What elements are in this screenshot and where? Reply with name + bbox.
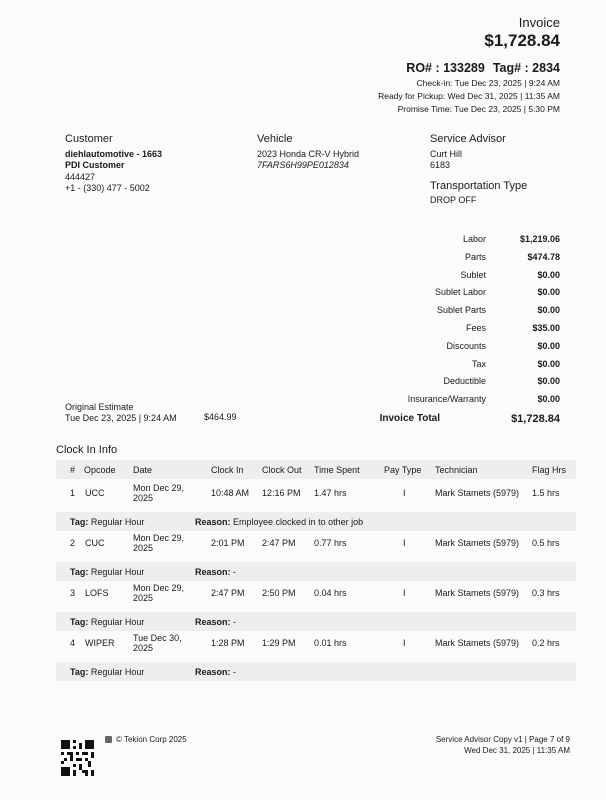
row-time-spent: 0.01 hrs	[314, 638, 347, 648]
col-time-spent: Time Spent	[314, 465, 360, 475]
clock-table-header	[56, 460, 576, 479]
row-date	[133, 633, 182, 653]
reason-field	[195, 517, 363, 527]
vehicle-model: 2023 Honda CR-V Hybrid	[257, 148, 360, 159]
charge-row	[320, 302, 560, 320]
row-date-line1: Mon Dec 29,	[133, 483, 185, 493]
row-opcode: LOFS	[85, 588, 109, 598]
charge-label: Labor	[462, 234, 486, 244]
col-flag-hrs: Flag Hrs	[532, 465, 567, 475]
reason-value: -	[233, 667, 237, 677]
row-clock-out: 2:47 PM	[262, 538, 296, 548]
tag-value: Regular Hour	[90, 567, 145, 577]
row-technician: Mark Stamets (5979)	[435, 538, 520, 548]
charge-value: $0.00	[537, 305, 560, 316]
invoice-header	[378, 15, 560, 116]
charge-label: Deductible	[443, 376, 486, 387]
customer-type: PDI Customer	[65, 160, 125, 170]
col-pay-type: Pay Type	[384, 465, 422, 475]
vehicle-block	[257, 134, 359, 172]
row-date-line2: 2025	[133, 493, 154, 503]
row-opcode: CUC	[85, 538, 105, 548]
original-estimate	[65, 402, 177, 423]
row-date-line2: 2025	[133, 543, 154, 553]
reason-label: Reason:	[195, 517, 231, 527]
col-clock-out: Clock Out	[262, 465, 302, 475]
clock-row	[56, 581, 576, 631]
row-num: 3	[70, 588, 76, 598]
tag-reason-row	[56, 662, 576, 681]
tag-field	[70, 517, 144, 527]
row-clock-out: 12:16 PM	[262, 488, 301, 498]
row-opcode: WIPER	[85, 638, 115, 648]
charge-value: $0.00	[537, 376, 560, 387]
charge-value: $474.78	[527, 251, 560, 262]
charge-label: Insurance/Warranty	[407, 394, 486, 405]
row-flag-hrs: 1.5 hrs	[532, 488, 560, 498]
row-num: 4	[70, 638, 76, 648]
ro-tag-line	[378, 61, 560, 75]
charge-label: Sublet Parts	[436, 305, 486, 316]
clock-row	[56, 531, 576, 581]
col-opcode: Opcode	[84, 465, 116, 475]
customer-number: 444427	[65, 171, 96, 182]
clock-in-info-title: Clock In Info	[56, 444, 118, 456]
charge-label: Tax	[471, 358, 486, 369]
row-clock-out: 1:29 PM	[262, 638, 296, 648]
customer-block	[65, 134, 162, 195]
advisor-name: Curt Hill	[430, 148, 463, 159]
ready-for-pickup-time: Ready for Pickup: Wed Dec 31, 2025 | 11:35 AM	[378, 91, 560, 101]
row-technician: Mark Stamets (5979)	[435, 588, 520, 598]
customer-phone: +1 - (330) 477 - 5002	[65, 183, 150, 193]
tag-field	[70, 567, 144, 577]
copy-page-text: Service Advisor Copy v1 | Page 7 of 9	[435, 735, 570, 744]
advisor-heading: Service Advisor	[430, 133, 506, 145]
row-technician: Mark Stamets (5979)	[435, 488, 520, 498]
invoice-total-label: Invoice Total	[379, 412, 440, 424]
charge-value: $0.00	[537, 394, 560, 405]
row-pay-type: I	[403, 488, 406, 498]
clock-row	[56, 481, 576, 531]
charge-value: $0.00	[537, 269, 560, 280]
reason-field	[195, 667, 236, 677]
col-date: Date	[133, 465, 153, 475]
tag-reason-row	[56, 512, 576, 531]
row-pay-type: I	[403, 588, 406, 598]
row-clock-in: 10:48 AM	[211, 488, 250, 498]
tag-label: Tag:	[70, 617, 89, 627]
reason-label: Reason:	[195, 617, 231, 627]
charge-value: $35.00	[532, 322, 560, 333]
reason-value: -	[233, 567, 237, 577]
charge-value: $0.00	[537, 287, 560, 298]
reason-field	[195, 567, 236, 577]
tag-value: Regular Hour	[90, 667, 145, 677]
tag-reason-row	[56, 562, 576, 581]
charge-row	[320, 373, 560, 391]
col-num: #	[70, 465, 76, 475]
charge-row	[320, 267, 560, 285]
row-date	[133, 533, 184, 553]
charge-row	[320, 284, 560, 302]
footer-copyright	[105, 735, 187, 744]
copyright-text: © Tekion Corp 2025	[116, 735, 187, 744]
tag-label: Tag:	[70, 517, 89, 527]
row-date-line1: Mon Dec 29,	[133, 533, 185, 543]
estimate-label: Original Estimate	[65, 402, 134, 412]
charge-value: $1,219.06	[519, 234, 560, 244]
row-flag-hrs: 0.5 hrs	[532, 538, 560, 548]
charge-row	[320, 320, 560, 338]
tekion-logo-icon	[105, 736, 112, 743]
invoice-total-value: $1,728.84	[511, 412, 560, 425]
charge-label: Parts	[464, 251, 486, 262]
row-date-line1: Mon Dec 29,	[133, 583, 185, 593]
footer-page-info	[436, 735, 570, 756]
row-date-line1: Tue Dec 30,	[133, 633, 182, 643]
customer-name: diehlautomotive - 1663	[65, 148, 163, 159]
estimate-date: Tue Dec 23, 2025 | 9:24 AM	[65, 412, 177, 423]
reason-field	[195, 617, 236, 627]
row-date	[133, 583, 184, 603]
advisor-id: 6183	[430, 160, 451, 170]
charge-label: Sublet	[460, 269, 486, 280]
row-date-line2: 2025	[133, 643, 154, 653]
tag-reason-row	[56, 612, 576, 631]
estimate-amount: $464.99	[204, 412, 237, 422]
charge-row	[320, 391, 560, 409]
charge-row	[320, 356, 560, 374]
charge-row	[320, 231, 560, 249]
reason-label: Reason:	[195, 567, 231, 577]
charge-value: $0.00	[537, 358, 560, 369]
charge-value: $0.00	[537, 340, 560, 351]
charge-list	[320, 231, 560, 409]
vehicle-vin: 7FARS6H99PE012834	[257, 160, 349, 170]
transportation-heading: Transportation Type	[430, 179, 528, 192]
qr-code-icon	[61, 740, 94, 776]
row-time-spent: 0.77 hrs	[314, 538, 347, 548]
printed-date: Wed Dec 31, 2025 | 11:35 AM	[464, 745, 570, 755]
row-clock-in: 1:28 PM	[211, 638, 245, 648]
reason-value: -	[233, 617, 237, 627]
charge-label: Discounts	[446, 340, 486, 351]
transportation-type: DROP OFF	[430, 195, 477, 205]
tag-field	[70, 667, 144, 677]
tag-label: Tag:	[70, 567, 89, 577]
tag-number: Tag# : 2834	[492, 61, 560, 75]
ro-number: RO# : 133289	[406, 61, 485, 75]
vehicle-heading: Vehicle	[257, 133, 293, 145]
row-opcode: UCC	[85, 488, 105, 498]
charge-label: Fees	[465, 322, 486, 333]
row-num: 1	[70, 488, 76, 498]
row-flag-hrs: 0.3 hrs	[532, 588, 560, 598]
tag-value: Regular Hour	[90, 517, 145, 527]
charge-label: Sublet Labor	[434, 287, 486, 298]
row-clock-out: 2:50 PM	[262, 588, 296, 598]
row-clock-in: 2:01 PM	[211, 538, 245, 548]
service-advisor-block	[430, 134, 527, 207]
charge-row	[320, 338, 560, 356]
row-num: 2	[70, 538, 76, 548]
row-pay-type: I	[403, 538, 406, 548]
row-flag-hrs: 0.2 hrs	[532, 638, 560, 648]
reason-label: Reason:	[195, 667, 231, 677]
charges-summary	[320, 231, 560, 425]
row-pay-type: I	[403, 638, 406, 648]
row-clock-in: 2:47 PM	[211, 588, 245, 598]
customer-heading: Customer	[65, 133, 113, 145]
col-technician: Technician	[435, 465, 478, 475]
invoice-total-amount: $1,728.84	[484, 31, 560, 50]
checkin-time: Check-in: Tue Dec 23, 2025 | 9:24 AM	[416, 78, 560, 88]
charge-row	[320, 249, 560, 267]
tag-label: Tag:	[70, 667, 89, 677]
promise-time: Promise Time: Tue Dec 23, 2025 | 5:30 PM	[397, 104, 560, 114]
col-clock-in: Clock In	[211, 465, 244, 475]
tag-field	[70, 617, 144, 627]
row-date	[133, 483, 184, 503]
row-technician: Mark Stamets (5979)	[435, 638, 520, 648]
invoice-total-row	[320, 413, 560, 425]
tag-value: Regular Hour	[90, 617, 145, 627]
row-date-line2: 2025	[133, 593, 154, 603]
clock-row	[56, 631, 576, 681]
document-type: Invoice	[518, 15, 560, 30]
row-time-spent: 1.47 hrs	[314, 488, 347, 498]
header-dates	[378, 77, 560, 116]
row-time-spent: 0.04 hrs	[314, 588, 347, 598]
reason-value: Employee clocked in to other job	[233, 517, 364, 527]
